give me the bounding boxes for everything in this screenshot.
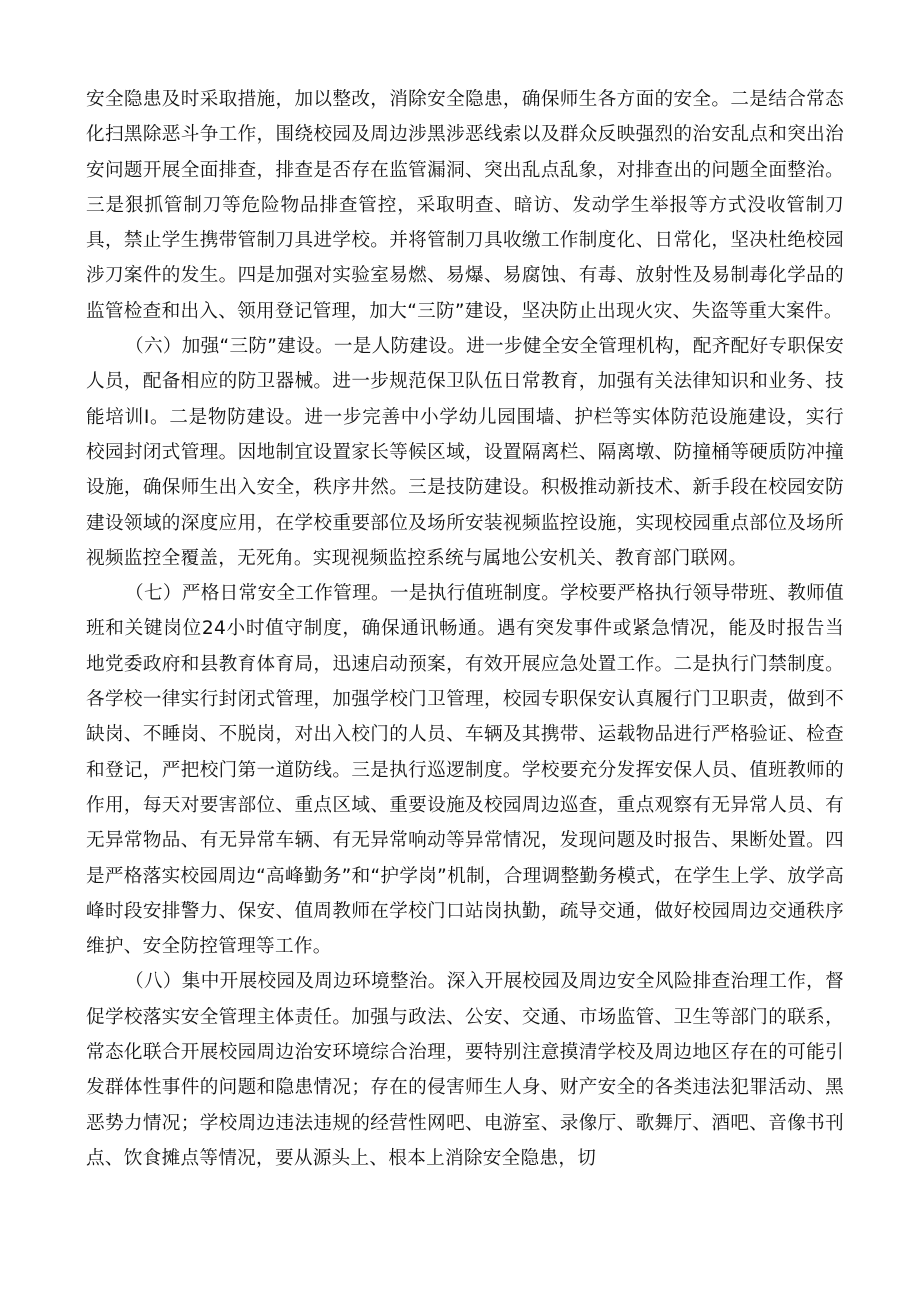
document-body — [86, 82, 844, 1176]
paragraph-continuation: 安全隐患及时采取措施，加以整改，消除安全隐患，确保师生各方面的安全。二是结合常态化扫黑除恶斗争工作，围绕校园及周边涉黑涉恶线索以及群众反映强烈的治安乱点和突出治安问题开展全面排查，排查是否存在监管漏洞、突出乱点乱象，对排查出的问题全面整治。三是狠抓管制刀等危险物品排查管控，采取明查、暗访、发动学生举报等方式没收管制刀具，禁止学生携带管制刀具进学校。并将管制刀具收缴工作制度化、日常化，坚决杜绝校园涉刀案件的发生。四是加强对实验室易燃、易爆、易腐蚀、有毒、放射性及易制毒化学品的监管检查和出入、领用登记管理，加大“三防”建设，坚决防止出现火灾、失盗等重大案件。 — [86, 89, 844, 322]
paragraph-section-7: （七）严格日常安全工作管理。一是执行值班制度。学校要严格执行领导带班、教师值班和关键岗位24小时值守制度，确保通讯畅通。遇有突发事件或紧急情况，能及时报告当地党委政府和县教育体育局，迅速启动预案，有效开展应急处置工作。二是执行门禁制度。各学校一律实行封闭式管理，加强学校门卫管理，校园专职保安认真履行门卫职责，做到不缺岗、不睡岗、不脱岗，对出入校门的人员、车辆及其携带、运载物品进行严格验证、检查和登记，严把校门第一道防线。三是执行巡逻制度。学校要充分发挥安保人员、值班教师的作用，每天对要害部位、重点区域、重要设施及校园周边巡查，重点观察有无异常人员、有无异常物品、有无异常车辆、有无异常响动等异常情况，发现问题及时报告、果断处置。四是严格落实校园周边“高峰勤务”和“护学岗”机制，合理调整勤务模式，在学生上学、放学高峰时段安排警力、保安、值周教师在学校门口站岗执勤，疏导交通，做好校园周边交通秩序维护、安全防控管理等工作。 — [86, 583, 844, 958]
paragraph-section-8: （八）集中开展校园及周边环境整治。深入开展校园及周边安全风险排查治理工作，督促学校落实安全管理主体责任。加强与政法、公安、交通、市场监管、卫生等部门的联系，常态化联合开展校园周边治安环境综合治理，要特别注意摸清学校及周边地区存在的可能引发群体性事件的问题和隐患情况；存在的侵害师生人身、财产安全的各类违法犯罪活动、黑恶势力情况；学校周边违法违规的经营性网吧、电游室、录像厅、歌舞厅、酒吧、音像书刊点、饮食摊点等情况，要从源头上、根本上消除安全隐患，切 — [86, 971, 844, 1169]
paragraph-section-6: （六）加强“三防”建设。一是人防建设。进一步健全安全管理机构，配齐配好专职保安人员，配备相应的防卫器械。进一步规范保卫队伍日常教育，加强有关法律知识和业务、技能培训I。二是物防建设。进一步完善中小学幼儿园围墙、护栏等实体防范设施建设，实行校园封闭式管理。因地制宜设置家长等候区域，设置隔离栏、隔离墩、防撞桶等硬质防冲撞设施，确保师生出入安全，秩序井然。三是技防建设。积极推动新技术、新手段在校园安防建设领域的深度应用，在学校重要部位及场所安装视频监控设施，实现校园重点部位及场所视频监控全覆盖，无死角。实现视频监控系统与属地公安机关、教育部门联网。 — [86, 336, 844, 569]
